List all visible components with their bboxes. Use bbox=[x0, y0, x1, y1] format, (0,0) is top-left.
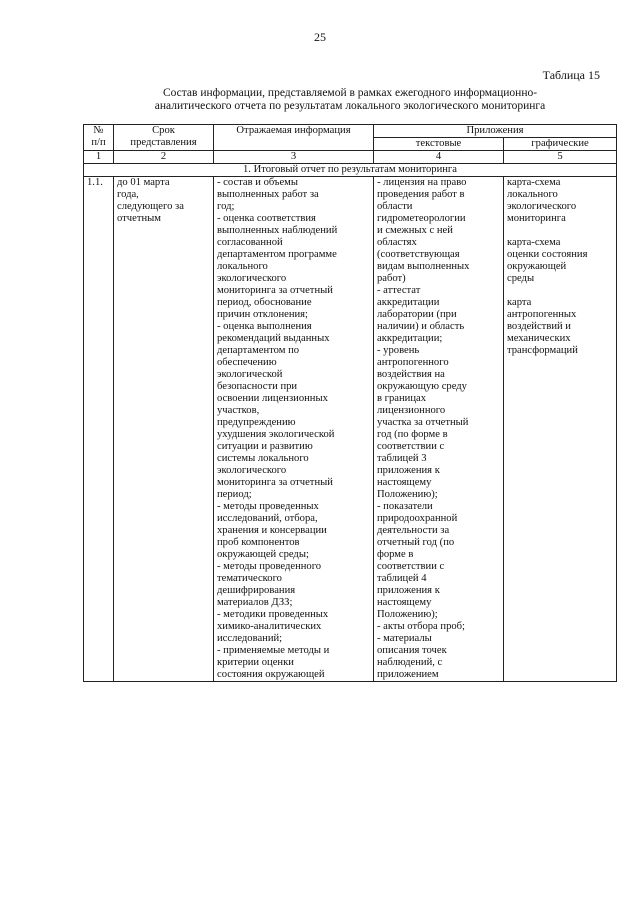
graphic-appendix-lines bbox=[507, 177, 613, 357]
block-spacer bbox=[507, 285, 613, 297]
info-line: экологического bbox=[217, 273, 287, 284]
info-line: мониторинга за отчетный bbox=[217, 477, 333, 488]
text-appendix-line: антропогенного bbox=[377, 357, 449, 368]
text-appendix-line: деятельности за bbox=[377, 525, 450, 536]
text-appendix-line: приложения к bbox=[377, 585, 440, 596]
info-line: тематического bbox=[217, 573, 282, 584]
text-appendix-line: гидрометеорологии bbox=[377, 213, 466, 224]
info-line: участков, bbox=[217, 405, 260, 416]
info-line: - оценка выполнения bbox=[217, 321, 312, 332]
text-appendix-line: аккредитации bbox=[377, 297, 440, 308]
info-line: - оценка соответствия bbox=[217, 213, 316, 224]
info-line: исследований, отбора, bbox=[217, 513, 318, 524]
text-appendix-line: настоящему bbox=[377, 597, 432, 608]
info-line: предупреждению bbox=[217, 417, 296, 428]
info-line: дешифрирования bbox=[217, 585, 296, 596]
term-lines bbox=[117, 177, 210, 225]
header-num-line2: п/п bbox=[91, 137, 106, 148]
graphic-appendix-line: окружающей bbox=[507, 261, 567, 272]
info-line: - применяемые методы и bbox=[217, 645, 330, 656]
info-line: департаментом по bbox=[217, 345, 300, 356]
info-line: экологического bbox=[217, 465, 287, 476]
text-appendix-line: наличии) и область bbox=[377, 321, 465, 332]
info-line: год; bbox=[217, 201, 235, 212]
info-line: департаментом программе bbox=[217, 249, 337, 260]
info-line: рекомендаций выданных bbox=[217, 333, 330, 344]
text-appendix-line: проведения работ в bbox=[377, 189, 465, 200]
text-appendix-lines bbox=[377, 177, 500, 681]
text-appendix-line: таблицей 4 bbox=[377, 573, 427, 584]
column-number: 4 bbox=[374, 151, 504, 164]
text-appendix-line: - материалы bbox=[377, 633, 432, 644]
row-term bbox=[114, 177, 214, 682]
graphic-appendix-line: трансформаций bbox=[507, 345, 578, 356]
header-term-line2: представления bbox=[130, 137, 197, 148]
info-line: обеспечению bbox=[217, 357, 277, 368]
header-num bbox=[84, 125, 114, 151]
text-appendix-line: описания точек bbox=[377, 645, 447, 656]
text-appendix-line: - показатели bbox=[377, 501, 433, 512]
info-line: причин отклонения; bbox=[217, 309, 308, 320]
text-appendix-line: - акты отбора проб; bbox=[377, 621, 465, 632]
report-table bbox=[83, 124, 617, 682]
text-appendix-line: приложением bbox=[377, 669, 439, 680]
page-number: 25 bbox=[314, 30, 326, 44]
column-number-row bbox=[84, 151, 617, 164]
text-appendix-line: и смежных с ней bbox=[377, 225, 453, 236]
graphic-appendix-line: среды bbox=[507, 273, 535, 284]
block-spacer bbox=[507, 225, 613, 237]
text-appendix-line: природоохранной bbox=[377, 513, 458, 524]
graphic-appendix-line: экологического bbox=[507, 201, 577, 212]
section-row bbox=[84, 164, 617, 177]
table-row bbox=[84, 177, 617, 682]
row-number: 1.1. bbox=[84, 177, 114, 682]
text-appendix-line: - аттестат bbox=[377, 285, 421, 296]
text-appendix-line: видам выполненных bbox=[377, 261, 470, 272]
header-appendix: Приложения bbox=[374, 125, 617, 138]
info-line: мониторинга за отчетный bbox=[217, 285, 333, 296]
term-line: года, bbox=[117, 189, 139, 200]
text-appendix-line: (соответствующая bbox=[377, 249, 460, 260]
header-term bbox=[114, 125, 214, 151]
text-appendix-line: отчетный год (по bbox=[377, 537, 455, 548]
table-label: Таблица 15 bbox=[542, 68, 600, 82]
column-number: 3 bbox=[214, 151, 374, 164]
graphic-appendix-line: антропогенных bbox=[507, 309, 577, 320]
text-appendix-line: лицензионного bbox=[377, 405, 446, 416]
term-line: отчетным bbox=[117, 213, 161, 224]
text-appendix-line: год (по форме в bbox=[377, 429, 448, 440]
info-line: - методы проведенного bbox=[217, 561, 322, 572]
text-appendix-line: участка за отчетный bbox=[377, 417, 469, 428]
info-line: проб компонентов bbox=[217, 537, 300, 548]
info-line: безопасности при bbox=[217, 381, 298, 392]
info-line: системы локального bbox=[217, 453, 309, 464]
text-appendix-line: форме в bbox=[377, 549, 414, 560]
info-line: окружающей среды; bbox=[217, 549, 309, 560]
header-term-line1: Срок bbox=[152, 125, 175, 136]
row-graphic-appendix bbox=[504, 177, 617, 682]
term-line: до 01 марта bbox=[117, 177, 170, 188]
text-appendix-line: наблюдений, с bbox=[377, 657, 443, 668]
graphic-appendix-line: механических bbox=[507, 333, 571, 344]
info-line: экологической bbox=[217, 369, 283, 380]
info-line: период; bbox=[217, 489, 252, 500]
header-graphic-col: графические bbox=[504, 138, 617, 151]
info-line: ухудшения экологической bbox=[217, 429, 335, 440]
text-appendix-line: таблицей 3 bbox=[377, 453, 427, 464]
text-appendix-line: Положению); bbox=[377, 609, 438, 620]
text-appendix-line: воздействия на bbox=[377, 369, 445, 380]
info-line: - состав и объемы bbox=[217, 177, 298, 188]
text-appendix-line: соответствии с bbox=[377, 441, 445, 452]
info-line: - методы проведенных bbox=[217, 501, 319, 512]
text-appendix-line: - лицензия на право bbox=[377, 177, 467, 188]
text-appendix-line: приложения к bbox=[377, 465, 440, 476]
text-appendix-line: в границах bbox=[377, 393, 427, 404]
info-line: химико-аналитических bbox=[217, 621, 322, 632]
graphic-appendix-line: карта-схема bbox=[507, 237, 561, 248]
info-line: ситуации и развитию bbox=[217, 441, 313, 452]
text-appendix-line: окружающую среду bbox=[377, 381, 467, 392]
term-line: следующего за bbox=[117, 201, 184, 212]
info-line: исследований; bbox=[217, 633, 283, 644]
text-appendix-line: Положению); bbox=[377, 489, 438, 500]
graphic-appendix-line: карта bbox=[507, 297, 532, 308]
text-appendix-line: аккредитации; bbox=[377, 333, 443, 344]
header-row-1 bbox=[84, 125, 617, 138]
text-appendix-line: работ) bbox=[377, 273, 406, 284]
header-info: Отражаемая информация bbox=[214, 125, 374, 151]
info-line: состояния окружающей bbox=[217, 669, 325, 680]
info-line: выполненных работ за bbox=[217, 189, 319, 200]
text-appendix-line: соответствии с bbox=[377, 561, 445, 572]
text-appendix-line: области bbox=[377, 201, 413, 212]
caption-line-1: Состав информации, представляемой в рамках ежегодного информационно- bbox=[162, 87, 538, 99]
info-line: локального bbox=[217, 261, 268, 272]
text-appendix-line: областях bbox=[377, 237, 417, 248]
graphic-appendix-line: воздействий и bbox=[507, 321, 571, 332]
info-line: период, обоснование bbox=[217, 297, 312, 308]
graphic-appendix-line: мониторинга bbox=[507, 213, 566, 224]
table-caption bbox=[90, 87, 610, 113]
header-num-line1: № bbox=[93, 125, 104, 136]
info-line: освоении лицензионных bbox=[217, 393, 328, 404]
info-line: выполненных наблюдений bbox=[217, 225, 338, 236]
graphic-appendix-line: оценки состояния bbox=[507, 249, 588, 260]
info-line: - методики проведенных bbox=[217, 609, 329, 620]
text-appendix-line: - уровень bbox=[377, 345, 420, 356]
caption-line-2: аналитического отчета по результатам локального экологического мониторинга bbox=[154, 100, 546, 112]
graphic-appendix-line: карта-схема bbox=[507, 177, 561, 188]
header-text-col: текстовые bbox=[374, 138, 504, 151]
section-title: 1. Итоговый отчет по результатам мониторинга bbox=[84, 164, 617, 177]
row-text-appendix bbox=[374, 177, 504, 682]
info-lines bbox=[217, 177, 370, 681]
row-info bbox=[214, 177, 374, 682]
text-appendix-line: настоящему bbox=[377, 477, 432, 488]
info-line: материалов ДЗЗ; bbox=[217, 597, 293, 608]
column-number: 1 bbox=[84, 151, 114, 164]
graphic-appendix-line: локального bbox=[507, 189, 558, 200]
text-appendix-line: лаборатории (при bbox=[377, 309, 457, 320]
info-line: согласованной bbox=[217, 237, 283, 248]
info-line: хранения и консервации bbox=[217, 525, 327, 536]
column-number: 5 bbox=[504, 151, 617, 164]
info-line: критерии оценки bbox=[217, 657, 294, 668]
column-number: 2 bbox=[114, 151, 214, 164]
